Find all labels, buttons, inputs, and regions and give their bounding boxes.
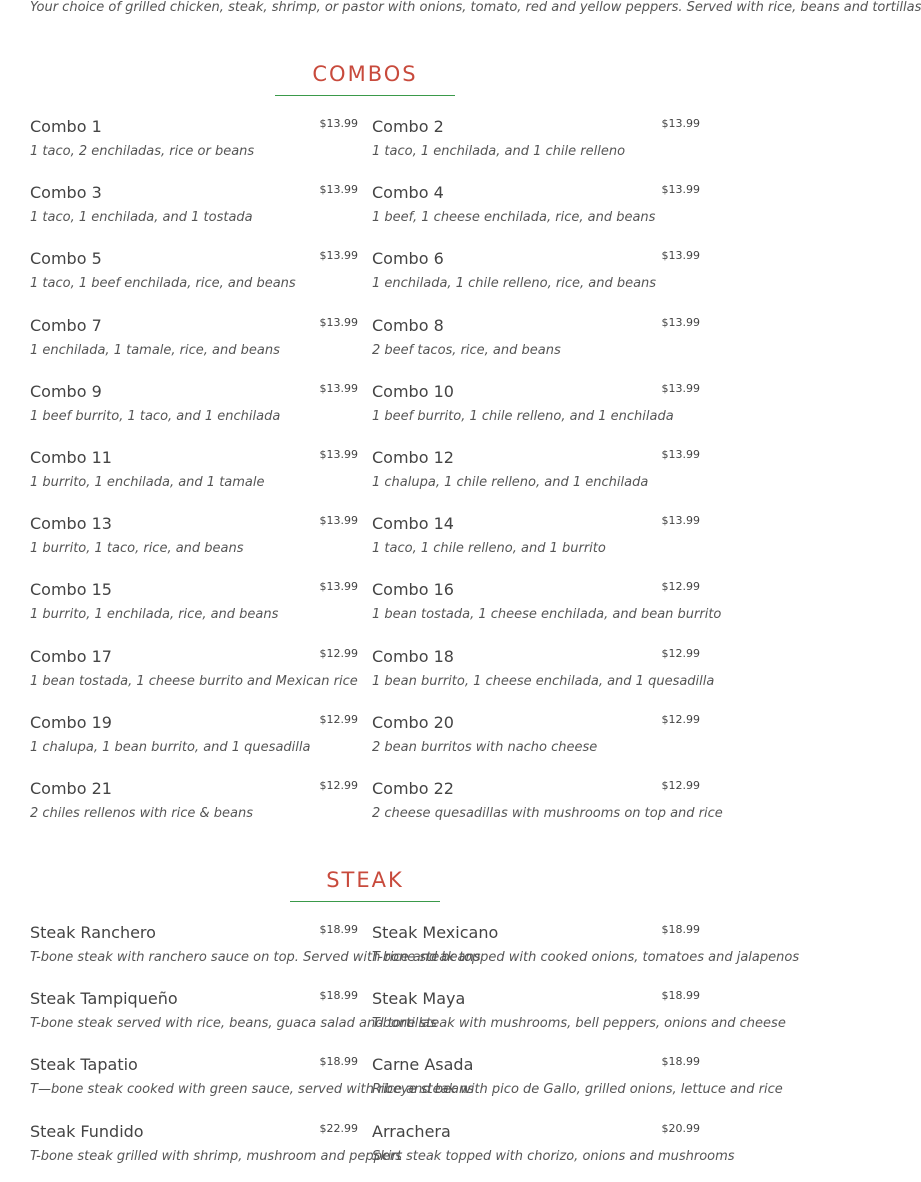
- menu-item-description: 2 chiles rellenos with rice & beans: [30, 806, 254, 821]
- menu-item-price: $13.99: [661, 183, 700, 197]
- menu-item-description: T—bone steak cooked with green sauce, served with rice and beans: [30, 1082, 474, 1098]
- menu-item-name: Combo 22: [372, 779, 454, 798]
- menu-item-price: $20.99: [661, 1121, 700, 1135]
- menu-item[interactable]: [372, 382, 700, 442]
- menu-item-price: $12.99: [661, 646, 700, 660]
- menu-item-price: $18.99: [319, 923, 358, 936]
- menu-item[interactable]: [372, 779, 723, 839]
- menu-item[interactable]: [30, 249, 358, 309]
- menu-item[interactable]: [372, 249, 700, 309]
- menu-item-name: Steak Tampiqueño: [30, 989, 178, 1009]
- previous-item-description: Your choice of grilled chicken, steak, shrimp, or pastor with onions, tomato, red and yellow peppers. Served with rice, beans and tortillas: [30, 0, 921, 15]
- menu-item-name: Combo 8: [372, 315, 444, 335]
- menu-item-name: Steak Ranchero: [30, 923, 156, 942]
- section-divider: [290, 901, 440, 902]
- menu-item[interactable]: [372, 316, 700, 376]
- menu-item-name: Combo 1: [30, 117, 102, 136]
- menu-item-description: 1 burrito, 1 taco, rice, and beans: [30, 541, 244, 557]
- menu-item-price: $13.99: [661, 448, 700, 461]
- menu-item[interactable]: [30, 580, 358, 640]
- menu-item-description: Skirt steak topped with chorizo, onions and mushrooms: [372, 1148, 735, 1164]
- menu-item-name: Carne Asada: [372, 1055, 474, 1075]
- menu-item[interactable]: [30, 1121, 402, 1182]
- menu-item-description: 1 burrito, 1 enchilada, and 1 tamale: [30, 475, 265, 490]
- menu-item[interactable]: [372, 1055, 783, 1115]
- menu-item[interactable]: [30, 183, 358, 243]
- menu-item[interactable]: [372, 183, 700, 243]
- menu-item-description: 2 bean burritos with nacho cheese: [372, 739, 598, 755]
- menu-item-price: $13.99: [661, 249, 700, 263]
- menu-item-name: Combo 9: [30, 381, 102, 401]
- menu-item[interactable]: [30, 514, 358, 574]
- menu-item[interactable]: [372, 580, 722, 640]
- menu-item[interactable]: [30, 779, 358, 839]
- menu-item[interactable]: [372, 514, 700, 574]
- menu-item[interactable]: [372, 989, 786, 1049]
- menu-item[interactable]: [372, 923, 800, 983]
- menu-item-name: Steak Mexicano: [372, 923, 499, 942]
- menu-item-price: $12.99: [319, 646, 358, 660]
- menu-item-price: $18.99: [319, 1055, 358, 1069]
- menu-item[interactable]: [372, 1121, 735, 1182]
- menu-item-name: Combo 3: [30, 183, 102, 203]
- menu-item-description: 1 chalupa, 1 chile relleno, and 1 enchilada: [372, 475, 649, 490]
- menu-item[interactable]: [372, 448, 700, 508]
- menu-item-description: T-bone steak with ranchero sauce on top. Served with rice and beans: [30, 950, 481, 965]
- menu-item-name: Combo 14: [372, 514, 454, 534]
- menu-item[interactable]: [372, 117, 700, 177]
- steak-section: [0, 868, 730, 902]
- menu-item-description: 1 enchilada, 1 chile relleno, rice, and beans: [372, 276, 657, 292]
- menu-item-price: $13.99: [319, 448, 358, 461]
- menu-item-name: Combo 21: [30, 779, 112, 798]
- menu-item-price: $12.99: [661, 779, 700, 792]
- menu-item-price: $12.99: [661, 580, 700, 594]
- menu-item-description: 2 beef tacos, rice, and beans: [372, 342, 561, 358]
- menu-item-price: $13.99: [319, 315, 358, 329]
- menu-item-description: T-bone steak topped with cooked onions, tomatoes and jalapenos: [372, 950, 800, 965]
- menu-item-price: $18.99: [661, 923, 700, 936]
- menu-item-description: Ribeye steak with pico de Gallo, grilled onions, lettuce and rice: [372, 1082, 783, 1098]
- menu-item-price: $18.99: [661, 1055, 700, 1069]
- menu-item[interactable]: [372, 713, 700, 773]
- combos-section: [0, 62, 730, 96]
- menu-item[interactable]: [30, 448, 358, 508]
- menu-item-description: 2 cheese quesadillas with mushrooms on top and rice: [372, 806, 723, 821]
- menu-item-name: Combo 17: [30, 646, 112, 666]
- menu-item-price: $13.99: [319, 580, 358, 594]
- menu-item[interactable]: [30, 713, 358, 773]
- menu-item-price: $13.99: [319, 514, 358, 528]
- menu-item[interactable]: [30, 117, 358, 177]
- menu-item[interactable]: [30, 316, 358, 376]
- menu-item-description: 1 chalupa, 1 bean burrito, and 1 quesadilla: [30, 739, 311, 755]
- menu-item-price: $22.99: [319, 1121, 358, 1135]
- menu-item-price: $13.99: [319, 117, 358, 130]
- menu-item-name: Combo 5: [30, 249, 102, 269]
- menu-item-price: $12.99: [661, 712, 700, 726]
- menu-item-description: 1 taco, 1 enchilada, and 1 tostada: [30, 210, 253, 226]
- menu-item-description: 1 beef burrito, 1 taco, and 1 enchilada: [30, 408, 281, 424]
- menu-item-description: 1 beef burrito, 1 chile relleno, and 1 enchilada: [372, 408, 674, 424]
- menu-item-description: 1 bean tostada, 1 cheese enchilada, and bean burrito: [372, 607, 722, 623]
- menu-item-description: T-bone steak grilled with shrimp, mushroom and peppers: [30, 1148, 402, 1164]
- menu-item-name: Arrachera: [372, 1121, 451, 1141]
- menu-item-description: 1 bean burrito, 1 cheese enchilada, and 1 quesadilla: [372, 673, 715, 689]
- menu-item-description: 1 bean tostada, 1 cheese burrito and Mexican rice: [30, 673, 358, 689]
- menu-item-price: $13.99: [661, 315, 700, 329]
- menu-item-description: 1 taco, 1 enchilada, and 1 chile relleno: [372, 144, 626, 159]
- menu-item-name: Combo 7: [30, 315, 102, 335]
- menu-item-price: $12.99: [319, 779, 358, 792]
- section-title-combos: COMBOS: [312, 62, 418, 86]
- menu-item-name: Steak Fundido: [30, 1121, 144, 1141]
- menu-item-price: $13.99: [319, 183, 358, 197]
- menu-item[interactable]: [30, 382, 358, 442]
- menu-item-name: Combo 11: [30, 448, 112, 467]
- menu-item-price: $13.99: [319, 381, 358, 395]
- menu-item-description: 1 burrito, 1 enchilada, rice, and beans: [30, 607, 279, 623]
- menu-item-price: $13.99: [661, 117, 700, 130]
- menu-item[interactable]: [372, 646, 715, 707]
- menu-item-name: Combo 18: [372, 646, 454, 666]
- section-divider: [275, 95, 455, 96]
- menu-item-description: 1 taco, 1 beef enchilada, rice, and beans: [30, 276, 296, 292]
- menu-item-name: Combo 2: [372, 117, 444, 136]
- menu-item-description: 1 enchilada, 1 tamale, rice, and beans: [30, 342, 280, 358]
- menu-item-name: Combo 19: [30, 712, 112, 732]
- menu-item-price: $18.99: [319, 989, 358, 1003]
- menu-item-name: Steak Tapatio: [30, 1055, 138, 1075]
- menu-item-name: Combo 4: [372, 183, 444, 203]
- menu-item-description: T-bone steak with mushrooms, bell peppers, onions and cheese: [372, 1016, 786, 1032]
- menu-item-price: $13.99: [661, 514, 700, 528]
- menu-item-name: Combo 12: [372, 448, 454, 467]
- menu-item-name: Steak Maya: [372, 989, 466, 1009]
- menu-item-name: Combo 16: [372, 580, 454, 600]
- menu-item[interactable]: [30, 647, 358, 707]
- menu-item-price: $18.99: [661, 989, 700, 1003]
- menu-item-price: $13.99: [661, 381, 700, 395]
- menu-item-price: $12.99: [319, 712, 358, 726]
- menu-item-description: 1 beef, 1 cheese enchilada, rice, and beans: [372, 210, 656, 226]
- section-title-steak: STEAK: [326, 868, 404, 892]
- menu-item-name: Combo 13: [30, 514, 112, 534]
- menu-item-description: 1 taco, 1 chile relleno, and 1 burrito: [372, 541, 606, 557]
- menu-item-price: $13.99: [319, 249, 358, 263]
- menu-item-name: Combo 15: [30, 580, 112, 600]
- menu-item-name: Combo 10: [372, 381, 454, 401]
- menu-item-name: Combo 6: [372, 249, 444, 269]
- menu-item-name: Combo 20: [372, 712, 454, 732]
- menu-item-description: T-bone steak served with rice, beans, guaca salad and tortillas: [30, 1016, 437, 1032]
- menu-item-description: 1 taco, 2 enchiladas, rice or beans: [30, 144, 255, 159]
